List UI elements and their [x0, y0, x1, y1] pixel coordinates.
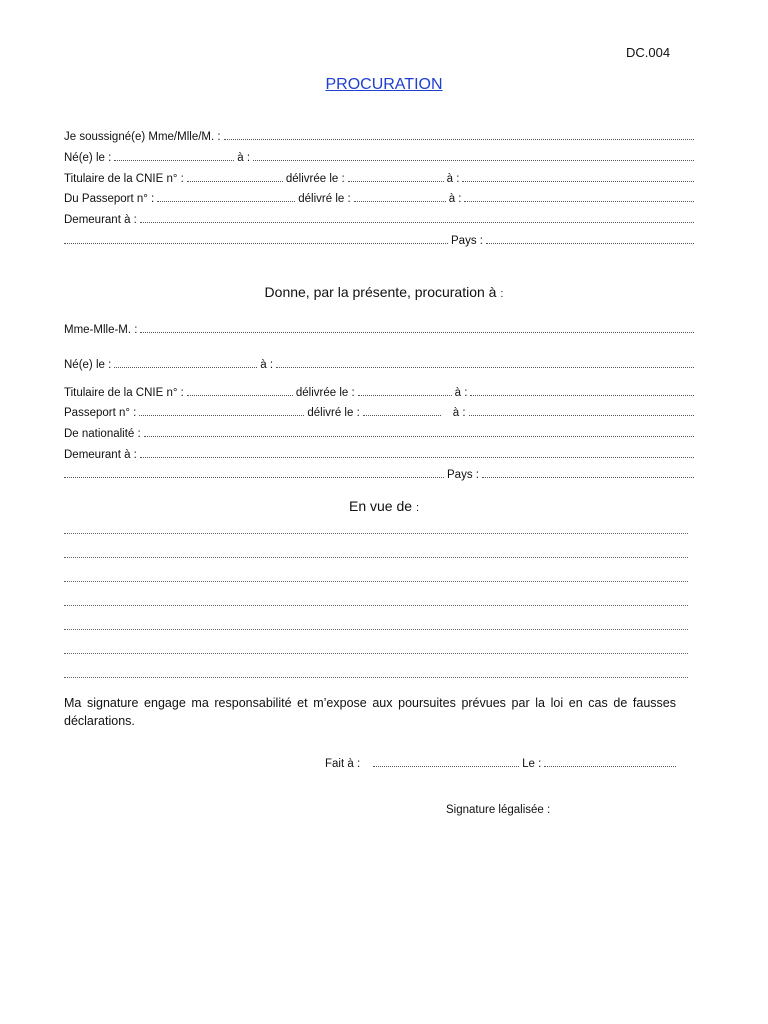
proxy-cnie-place-label: à :: [454, 387, 468, 399]
purpose-line[interactable]: [64, 629, 688, 630]
proxy-country-label: Pays :: [447, 469, 479, 481]
proxy-heading-text: Donne, par la présente, procuration à: [264, 284, 497, 300]
proxy-passport-date-field[interactable]: [363, 415, 441, 416]
grantor-cnie-row: [64, 169, 694, 185]
proxy-passport-field[interactable]: [139, 415, 304, 416]
grantor-passport-place-field[interactable]: [464, 201, 694, 202]
grantor-name-field[interactable]: [224, 139, 694, 140]
proxy-nationality-field[interactable]: [144, 436, 694, 437]
grantor-born-label: Né(e) le :: [64, 152, 112, 164]
proxy-heading: [0, 284, 768, 300]
purpose-line[interactable]: [64, 605, 688, 606]
proxy-cnie-field[interactable]: [187, 395, 293, 396]
purpose-heading: [0, 498, 768, 514]
grantor-cnie-place-field[interactable]: [462, 181, 694, 182]
purpose-line[interactable]: [64, 557, 688, 558]
proxy-passport-row: [64, 403, 694, 419]
grantor-country-label: Pays :: [451, 235, 483, 247]
place-field[interactable]: [373, 766, 519, 767]
proxy-passport-place-field[interactable]: [469, 415, 694, 416]
signature-label: Signature légalisée :: [446, 804, 551, 816]
grantor-address-continued-field[interactable]: [64, 243, 448, 244]
grantor-passport-row: [64, 189, 694, 205]
liability-statement: Ma signature engage ma responsabilité et m’expose aux poursuites prévues par la loi en cas de fausses déclarations.: [64, 696, 676, 728]
grantor-cnie-field[interactable]: [187, 181, 283, 182]
grantor-name-row: [64, 127, 694, 143]
grantor-passport-date-field[interactable]: [354, 201, 446, 202]
document-title: PROCURATION: [325, 76, 443, 93]
purpose-line[interactable]: [64, 581, 688, 582]
proxy-country-field[interactable]: [482, 477, 694, 478]
proxy-cnie-place-field[interactable]: [470, 395, 694, 396]
proxy-born-label: Né(e) le :: [64, 359, 112, 371]
date-label: Le :: [522, 758, 542, 770]
grantor-cnie-issued-label: délivrée le :: [285, 173, 345, 185]
place-label: Fait à :: [325, 758, 361, 770]
purpose-line[interactable]: [64, 653, 688, 654]
proxy-heading-colon: :: [500, 288, 504, 300]
grantor-country-field[interactable]: [486, 243, 694, 244]
grantor-cnie-place-label: à :: [446, 173, 460, 185]
purpose-line[interactable]: [64, 677, 688, 678]
proxy-residence-row: [64, 445, 694, 461]
purpose-line[interactable]: [64, 533, 688, 534]
proxy-country-row: [64, 465, 694, 481]
grantor-birth-place-label: à :: [237, 152, 251, 164]
document-reference: DC.004: [626, 45, 671, 60]
proxy-birth-place-field[interactable]: [276, 367, 694, 368]
proxy-name-label: Mme-Mlle-M. :: [64, 324, 138, 336]
proxy-residence-field[interactable]: [140, 457, 694, 458]
proxy-address-continued-field[interactable]: [64, 477, 444, 478]
grantor-passport-field[interactable]: [157, 201, 295, 202]
proxy-passport-place-label: à :: [452, 407, 466, 419]
grantor-residence-label: Demeurant à :: [64, 214, 137, 226]
grantor-birth-row: [64, 148, 694, 164]
purpose-heading-colon: :: [415, 502, 419, 514]
proxy-cnie-date-field[interactable]: [358, 395, 452, 396]
grantor-birth-date-field[interactable]: [114, 160, 234, 161]
document-title-wrap: [0, 76, 768, 94]
proxy-name-field[interactable]: [140, 332, 694, 333]
proxy-birth-row: [64, 355, 694, 371]
grantor-cnie-date-field[interactable]: [348, 181, 444, 182]
place-date-row: [325, 754, 676, 770]
proxy-passport-issued-label: délivré le :: [307, 407, 360, 419]
proxy-cnie-row: [64, 383, 694, 399]
proxy-nationality-row: [64, 424, 694, 440]
purpose-heading-text: En vue de: [348, 498, 413, 514]
date-field[interactable]: [544, 766, 676, 767]
grantor-passport-place-label: à :: [448, 193, 462, 205]
grantor-birth-place-field[interactable]: [253, 160, 694, 161]
grantor-residence-field[interactable]: [140, 222, 694, 223]
proxy-name-row: [64, 320, 694, 336]
proxy-birth-place-label: à :: [260, 359, 274, 371]
proxy-cnie-label: Titulaire de la CNIE n° :: [64, 387, 184, 399]
grantor-name-label: Je soussigné(e) Mme/Mlle/M. :: [64, 131, 221, 143]
proxy-passport-label: Passeport n° :: [64, 407, 137, 419]
grantor-residence-row: [64, 210, 694, 226]
grantor-cnie-label: Titulaire de la CNIE n° :: [64, 173, 184, 185]
proxy-cnie-issued-label: délivrée le :: [295, 387, 355, 399]
grantor-country-row: [64, 231, 694, 247]
grantor-passport-label: Du Passeport n° :: [64, 193, 155, 205]
grantor-passport-issued-label: délivré le :: [298, 193, 351, 205]
proxy-residence-label: Demeurant à :: [64, 449, 137, 461]
proxy-birth-date-field[interactable]: [114, 367, 257, 368]
proxy-nationality-label: De nationalité :: [64, 428, 141, 440]
